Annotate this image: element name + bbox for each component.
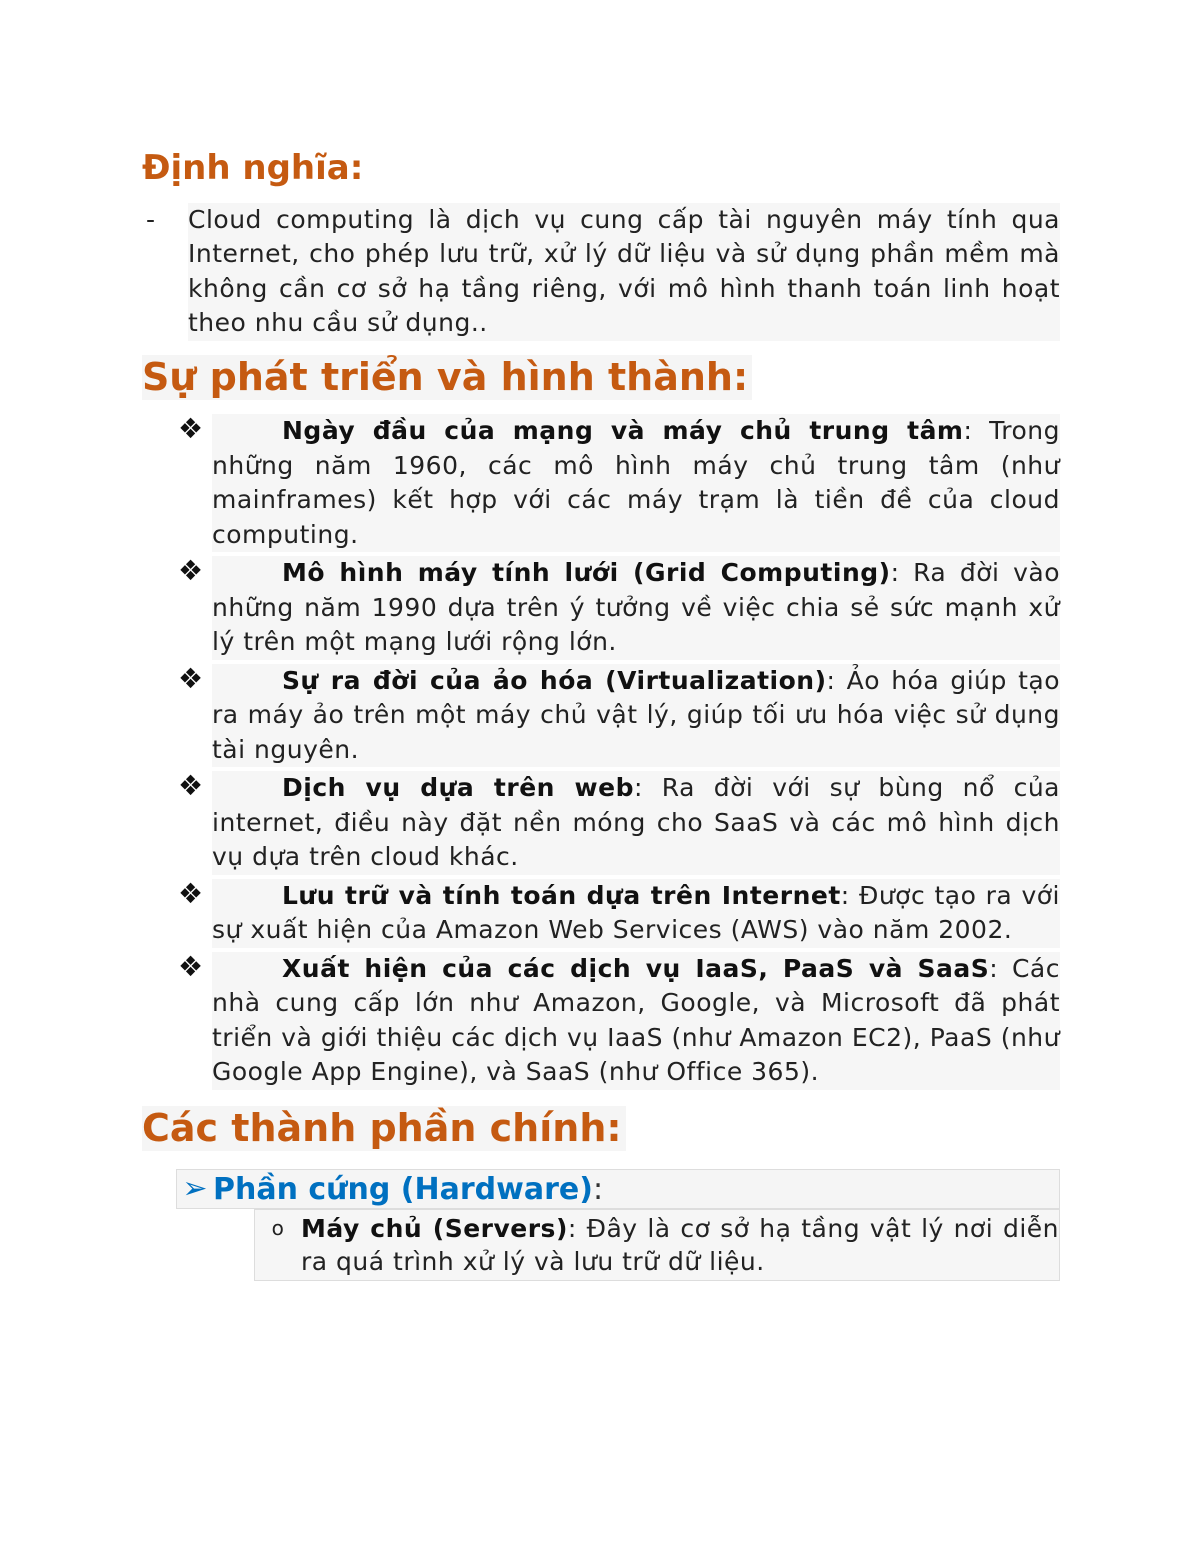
item-desc: : Được tạo ra với sự xuất hiện của Amazon Web Services (AWS) vào năm 2002. bbox=[212, 880, 1060, 945]
history-list bbox=[142, 414, 1060, 1090]
dash-bullet: - bbox=[146, 204, 156, 234]
diamond-bullet-icon: ❖ bbox=[178, 876, 204, 910]
list-item-text bbox=[212, 556, 1060, 660]
list-item bbox=[178, 949, 1060, 1090]
item-term: Sự ra đời của ảo hóa (Virtualization) bbox=[282, 665, 827, 695]
item-term: Dịch vụ dựa trên web bbox=[282, 773, 634, 803]
diamond-bullet-icon: ❖ bbox=[178, 949, 204, 983]
document-page bbox=[142, 148, 1060, 1281]
heading-history: Sự phát triển và hình thành: bbox=[142, 355, 752, 401]
item-desc: : Ra đời vào những năm 1990 dựa trên ý tưởng về việc chia sẻ sức mạnh xử lý trên một mạng lưới rộng lớn. bbox=[212, 558, 1060, 657]
list-item bbox=[178, 556, 1060, 660]
list-item bbox=[178, 771, 1060, 875]
servers-text bbox=[301, 1212, 1059, 1278]
item-term: Mô hình máy tính lưới (Grid Computing) bbox=[282, 558, 891, 588]
item-desc: : Ảo hóa giúp tạo ra máy ảo trên một máy chủ vật lý, giúp tối ưu hóa việc sử dụng tài nguyên. bbox=[212, 665, 1060, 764]
item-term: Ngày đầu của mạng và máy chủ trung tâm bbox=[282, 416, 964, 446]
circle-bullet-icon: o bbox=[271, 1216, 285, 1241]
hardware-title: Phần cứng (Hardware) bbox=[213, 1171, 593, 1207]
servers-desc: : Đây là cơ sở hạ tầng vật lý nơi diễn ra quá trình xử lý và lưu trữ dữ liệu. bbox=[301, 1214, 1059, 1277]
diamond-bullet-icon: ❖ bbox=[178, 661, 204, 695]
item-desc: : Ra đời với sự bùng nổ của internet, điều này đặt nền móng cho SaaS và các mô hình dịch vụ dựa trên cloud khác. bbox=[212, 773, 1060, 872]
arrow-bullet-icon: ➢ bbox=[182, 1171, 208, 1207]
list-item-text bbox=[212, 414, 1060, 552]
item-term: Lưu trữ và tính toán dựa trên Internet bbox=[282, 880, 841, 910]
list-item bbox=[178, 414, 1060, 552]
hardware-heading-row bbox=[176, 1169, 1060, 1209]
list-item-text bbox=[212, 664, 1060, 768]
heading-definition: Định nghĩa: bbox=[142, 148, 364, 188]
item-desc: : Các nhà cung cấp lớn như Amazon, Google, và Microsoft đã phát triển và giới thiệu các dịch vụ IaaS (như Amazon EC2), PaaS (như Google App Engine), và SaaS (như Office 365). bbox=[212, 953, 1060, 1087]
item-term: Xuất hiện của các dịch vụ IaaS, PaaS và SaaS bbox=[282, 953, 990, 983]
diamond-bullet-icon: ❖ bbox=[178, 412, 204, 446]
diamond-bullet-icon: ❖ bbox=[178, 554, 204, 588]
definition-item bbox=[142, 203, 1060, 341]
list-item-text bbox=[212, 879, 1060, 948]
list-item-text bbox=[212, 771, 1060, 875]
definition-text: Cloud computing là dịch vụ cung cấp tài nguyên máy tính qua Internet, cho phép lưu trữ, xử lý dữ liệu và sử dụng phần mềm mà không cần cơ sở hạ tầng riêng, với mô hình thanh toán linh hoạt theo nhu cầu sử dụng.. bbox=[188, 203, 1060, 341]
list-item bbox=[178, 876, 1060, 948]
list-item bbox=[178, 661, 1060, 768]
heading-components: Các thành phần chính: bbox=[142, 1106, 626, 1152]
servers-term: Máy chủ (Servers) bbox=[301, 1214, 568, 1244]
list-item-text bbox=[212, 952, 1060, 1090]
diamond-bullet-icon: ❖ bbox=[178, 769, 204, 803]
servers-item bbox=[254, 1209, 1060, 1281]
item-desc: : Trong những năm 1960, các mô hình máy chủ trung tâm (như mainframes) kết hợp với các máy trạm là tiền đề của cloud computing. bbox=[212, 416, 1060, 549]
hardware-colon: : bbox=[592, 1171, 604, 1207]
